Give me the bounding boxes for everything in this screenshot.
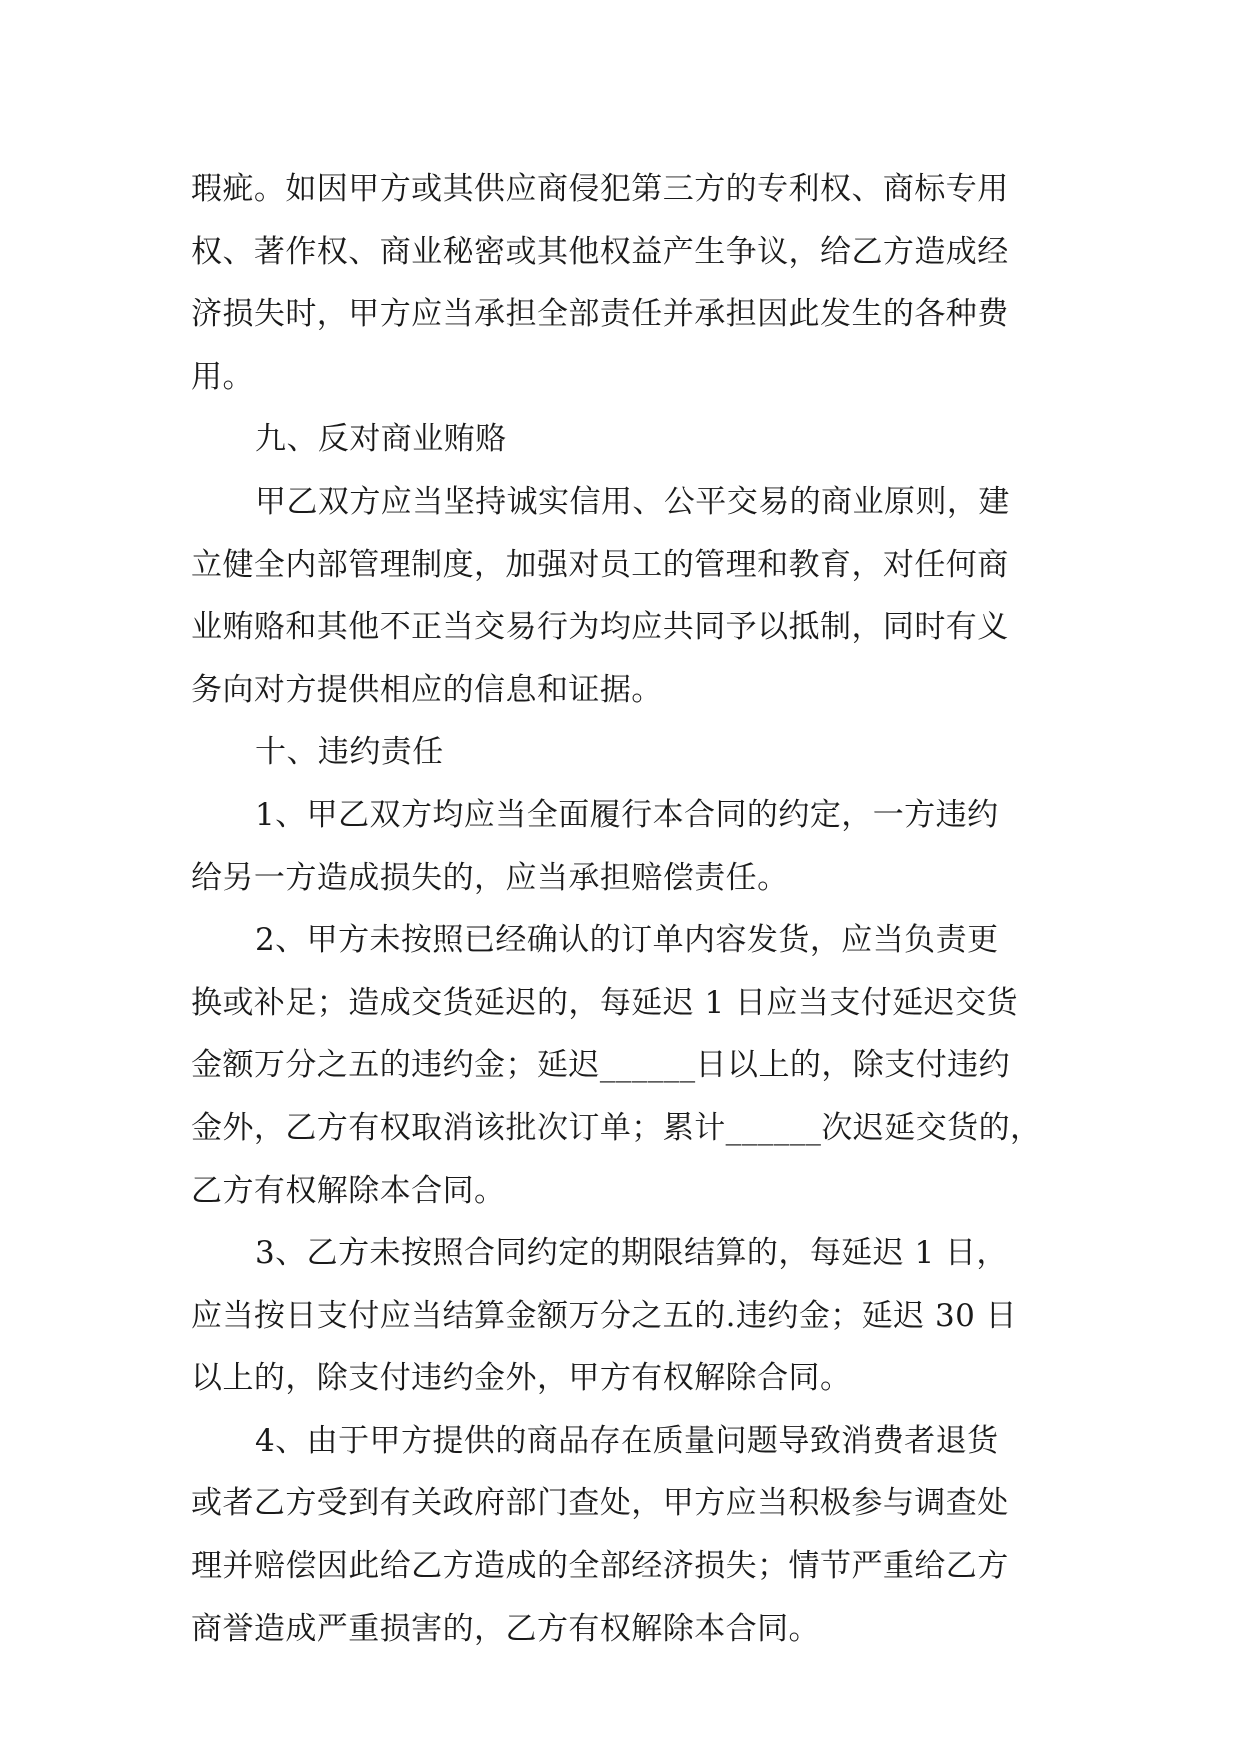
paragraph-line: 给另一方造成损失的，应当承担赔偿责任。: [191, 859, 789, 896]
paragraph-line: 业贿赂和其他不正当交易行为均应共同予以抵制，同时有义: [191, 609, 1009, 646]
paragraph-line: 应当按日支付应当结算金额万分之五的.违约金；延迟 30 日: [191, 1297, 1018, 1334]
paragraph-line: 金外，乙方有权取消该批次订单；累计______次迟延交货的，: [191, 1109, 1042, 1146]
paragraph-line: 权、著作权、商业秘密或其他权益产生争议，给乙方造成经: [191, 233, 1009, 270]
paragraph-line: 乙方有权解除本合同。: [191, 1172, 506, 1209]
paragraph-line: 瑕疵。如因甲方或其供应商侵犯第三方的专利权、商标专用: [191, 171, 1009, 207]
paragraph-line: 商誉造成严重损害的，乙方有权解除本合同。: [191, 1610, 820, 1647]
paragraph-line: 理并赔偿因此给乙方造成的全部经济损失；情节严重给乙方: [191, 1548, 1009, 1585]
contract-body: [191, 158, 1051, 1660]
paragraph-line: 甲乙双方应当坚持诚实信用、公平交易的商业原则，建: [255, 483, 1010, 520]
paragraph-line: 换或补足；造成交货延迟的，每延迟 1 日应当支付延迟交货: [191, 984, 1019, 1021]
paragraph-line: 2、甲方未按照已经确认的订单内容发货，应当负责更: [255, 922, 999, 959]
paragraph-line: 用。: [191, 358, 254, 395]
paragraph-line: 立健全内部管理制度，加强对员工的管理和教育，对任何商: [191, 546, 1009, 583]
paragraph-line: 4、由于甲方提供的商品存在质量问题导致消费者退货: [255, 1422, 999, 1459]
paragraph-line: 或者乙方受到有关政府部门查处，甲方应当积极参与调查处: [191, 1485, 1009, 1522]
paragraph-line: 务向对方提供相应的信息和证据。: [191, 671, 663, 708]
paragraph-line: 金额万分之五的违约金；延迟______日以上的，除支付违约: [191, 1047, 1011, 1084]
section-heading: 九、反对商业贿赂: [255, 421, 507, 458]
paragraph-line: 以上的，除支付违约金外，甲方有权解除合同。: [191, 1360, 852, 1397]
paragraph-line: 1、甲乙双方均应当全面履行本合同的约定，一方违约: [255, 796, 999, 833]
paragraph-line: 济损失时，甲方应当承担全部责任并承担因此发生的各种费: [191, 296, 1009, 333]
paragraph-line: 3、乙方未按照合同约定的期限结算的，每延迟 1 日，: [255, 1235, 1008, 1272]
section-heading: 十、违约责任: [255, 734, 444, 771]
